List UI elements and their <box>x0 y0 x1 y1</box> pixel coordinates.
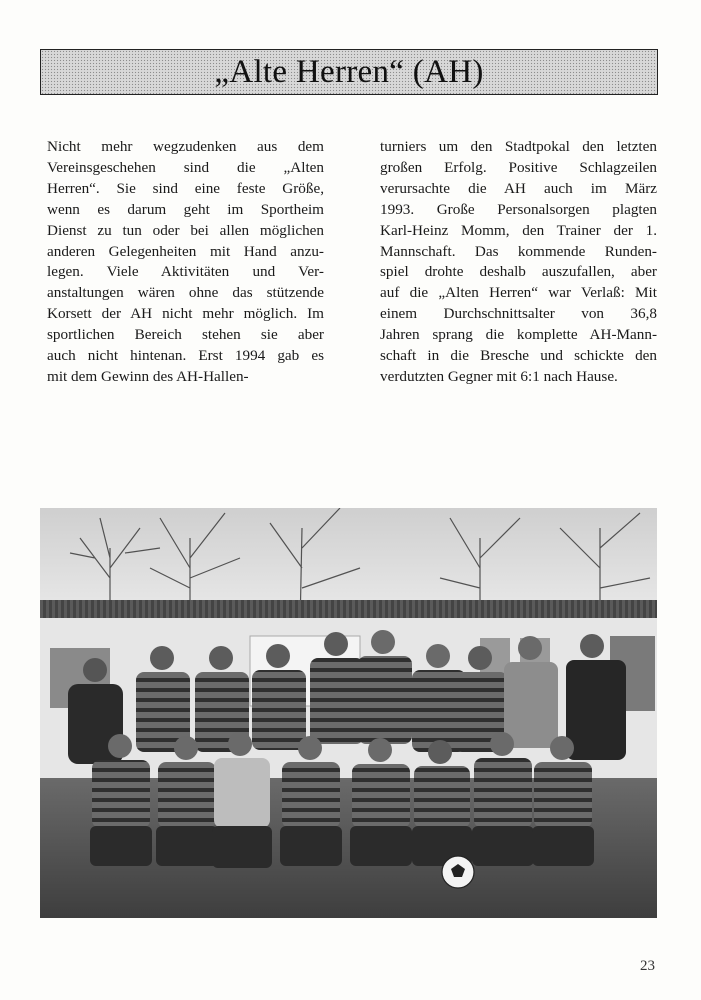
text-line: wenn es darum geht im Sportheim <box>47 200 324 218</box>
text-line: Korsett der AH nicht mehr möglich. Im <box>47 305 324 323</box>
text-line: mit dem Gewinn des AH-Hallen- <box>47 367 249 385</box>
text-line: verursachte die AH auch im März <box>380 179 657 197</box>
text-line: legen. Viele Aktivitäten und Ver- <box>47 263 324 281</box>
text-line: sportlichen Bereich stehen sie aber <box>47 326 324 344</box>
text-line: Vereinsgeschehen sind die „Alten <box>47 158 324 176</box>
text-line: turniers um den Stadtpokal den letzten <box>380 138 657 155</box>
page-number: 23 <box>640 958 655 974</box>
text-line: Dienst zu tun oder bei allen möglichen <box>47 221 324 239</box>
text-line: anderen Gelegenheiten mit Hand anzu- <box>47 242 324 260</box>
text-line: anstaltungen wären ohne das stützende <box>47 284 324 302</box>
text-line: 1993. Große Personalsorgen plagten <box>380 200 657 218</box>
text-line: einem Durchschnittsalter von 36,8 <box>380 305 657 323</box>
text-line: auf die „Alten Herren“ war Verlaß: Mit <box>380 284 657 302</box>
text-line: Herren“. Sie sind eine feste Größe, <box>47 179 324 197</box>
text-line: spiel drohte deshalb auszufallen, aber <box>380 263 657 281</box>
team-photo-illustration <box>40 508 657 918</box>
text-line: schaft in die Bresche und schickte den <box>380 347 657 365</box>
text-line: großen Erfolg. Positive Schlagzeilen <box>380 158 657 176</box>
text-line: auch nicht hintenan. Erst 1994 gab es <box>47 347 324 365</box>
text-line: Mannschaft. Das kommende Runden- <box>380 242 657 260</box>
team-photo <box>40 508 657 918</box>
text-line: Jahren sprang die komplette AH-Mann- <box>380 326 657 344</box>
title-banner <box>40 49 658 95</box>
text-line: Karl-Heinz Momm, den Trainer der 1. <box>380 221 657 239</box>
text-line: Nicht mehr wegzudenken aus dem <box>47 138 324 155</box>
text-line: verdutzten Gegner mit 6:1 nach Hause. <box>380 367 618 385</box>
text-column-left <box>47 137 324 388</box>
text-column-right <box>380 137 657 388</box>
page-title: „Alte Herren“ (AH) <box>214 53 484 90</box>
